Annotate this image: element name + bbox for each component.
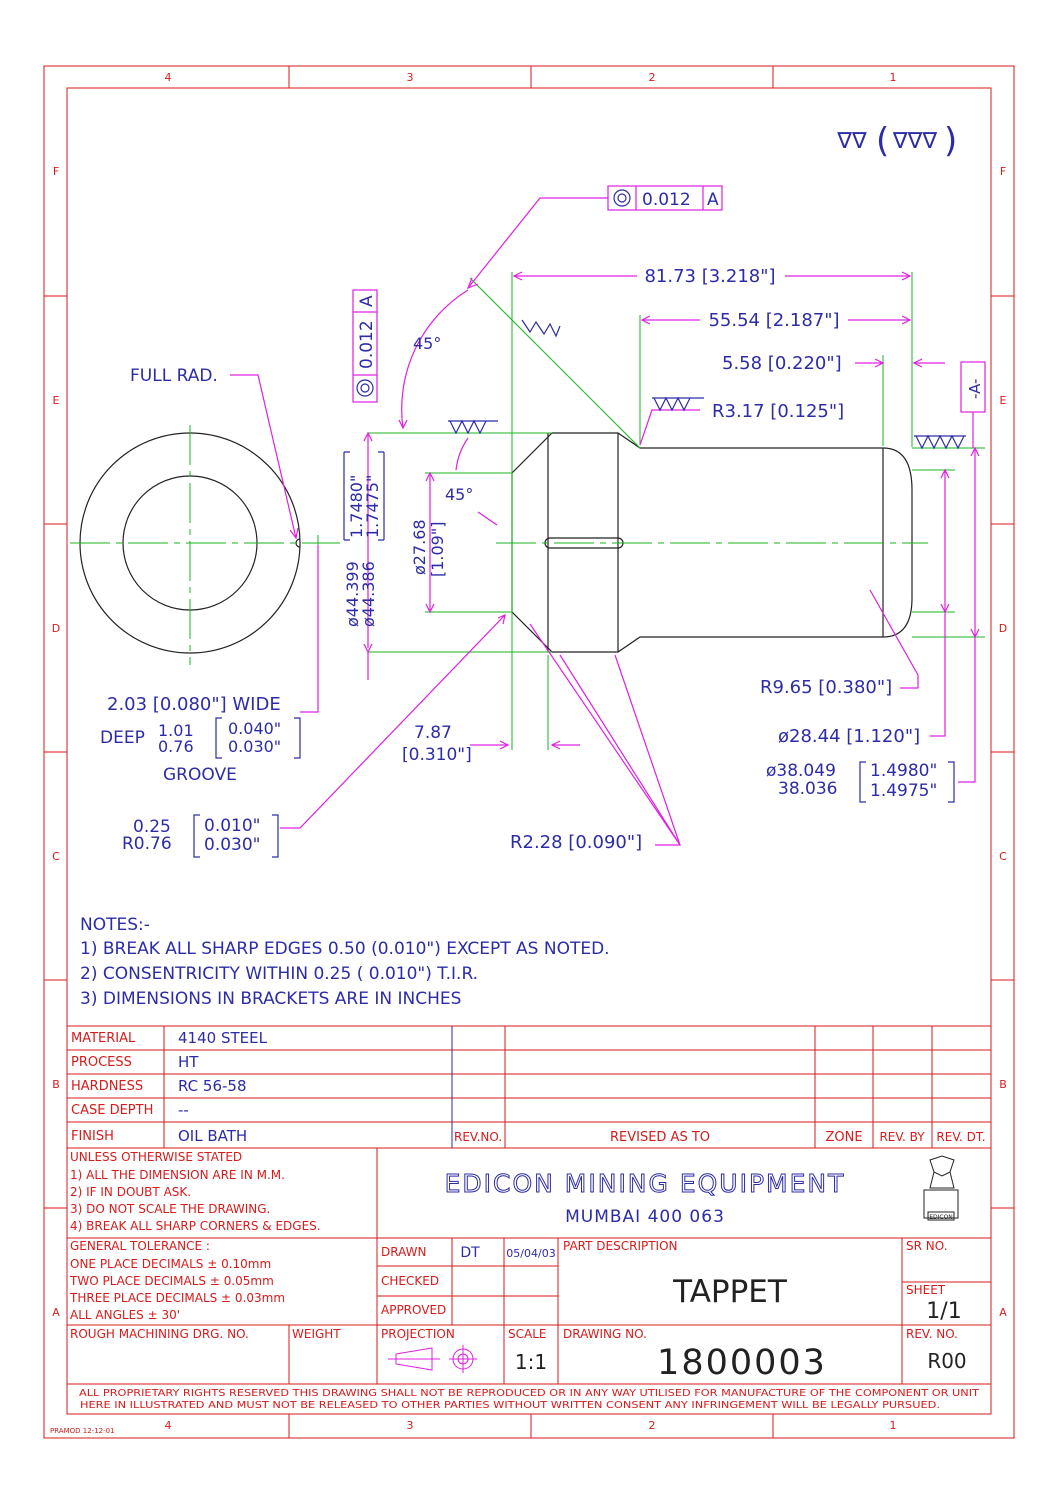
tolerance-two: TWO PLACE DECIMALS ± 0.05mm <box>70 1274 274 1288</box>
spec-value-process: HT <box>178 1053 199 1071</box>
zone-left-b: B <box>52 1078 60 1091</box>
surface-finish-left: ∇∇ <box>837 129 867 154</box>
sr-no-label: SR NO. <box>906 1239 948 1253</box>
tolerance-block <box>69 1239 285 1322</box>
note-2: 2) CONSENTRICITY WITHIN 0.25 ( 0.010") T.I.R. <box>80 964 479 984</box>
drawing-number-block <box>70 1327 967 1383</box>
disclaimer-line-2: HERE IN ILLUSTRATED AND MUST NOT BE RELEASED TO OTHER PARTIES WITHOUT WRITTEN CONSENT ANY INFRINGEMENT WILL BE LEGALLY PURSUED. <box>80 1400 940 1411</box>
notes <box>80 915 610 1009</box>
zone-right-d: D <box>998 622 1008 635</box>
zone-left-a: A <box>52 1306 60 1319</box>
zone-right-f: F <box>999 165 1007 178</box>
dim-head-length-b: [0.310"] <box>402 745 472 765</box>
company-logo <box>924 1156 958 1221</box>
spec-value-material: 4140 STEEL <box>178 1029 267 1047</box>
dim-head-dia-in-b: 1.7475" <box>363 474 382 538</box>
spec-table <box>71 1029 986 1145</box>
revised-as-header: REVISED AS TO <box>609 1130 711 1145</box>
dim-corner-radius: R2.28 [0.090"] <box>510 832 643 853</box>
unless-1: 1) ALL THE DIMENSION ARE IN M.M. <box>70 1168 285 1182</box>
dim-face-dia-in: [1.09"] <box>428 521 447 577</box>
dim-groove-deep-label: DEEP <box>100 728 145 748</box>
spec-label-process: PROCESS <box>71 1055 132 1070</box>
rev-no-header: REV.NO. <box>454 1130 503 1144</box>
spec-label-material: MATERIAL <box>71 1031 136 1046</box>
note-3: 3) DIMENSIONS IN BRACKETS ARE IN INCHES <box>80 989 462 1009</box>
dim-groove-deep-b: 0.76 <box>158 737 194 756</box>
tolerance-one: ONE PLACE DECIMALS ± 0.10mm <box>70 1257 272 1271</box>
dim-shank-dia2-in-b: 1.4975" <box>870 781 938 801</box>
unless-3: 3) DO NOT SCALE THE DRAWING. <box>70 1202 271 1216</box>
rough-drg-label: ROUGH MACHINING DRG. NO. <box>70 1327 249 1341</box>
drawn-label: DRAWN <box>381 1245 427 1259</box>
disclaimer-line-1: ALL PROPRIETARY RIGHTS RESERVED THIS DRAWING SHALL NOT BE REPRODUCED OR IN ANY WAY UTILISED FOR MANUFACTURE OF THE COMPONENT OR UNIT <box>79 1388 980 1399</box>
projection-symbol-icon <box>388 1345 477 1373</box>
spec-label-case-depth: CASE DEPTH <box>71 1103 154 1118</box>
dim-shank-dia2-b: 38.036 <box>778 779 838 799</box>
dim-angle-inner: 45° <box>445 485 474 504</box>
zone-left-d: D <box>51 622 61 635</box>
notes-title: NOTES:- <box>80 915 150 935</box>
sheet-number: 1/1 <box>926 1299 962 1324</box>
drawn-date: 05/04/03 <box>506 1247 556 1260</box>
dim-shank-length: 55.54 [2.187"] <box>708 310 840 331</box>
surface-finish-marks <box>448 320 966 448</box>
dimension-text <box>100 266 954 857</box>
fcf-top-datum: A <box>707 190 719 210</box>
fcf-left-datum: A <box>357 295 377 307</box>
zone-right-b: B <box>999 1078 1007 1091</box>
dim-groove-deep-a: 1.01 <box>158 721 194 740</box>
zone-top-2: 2 <box>648 71 656 84</box>
dim-groove-deep-in-b: 0.030" <box>228 737 282 756</box>
dim-full-rad: FULL RAD. <box>130 366 218 386</box>
drawing-no-label: DRAWING NO. <box>563 1327 647 1341</box>
fcf-left <box>353 290 377 402</box>
zone-right-c: C <box>999 850 1007 863</box>
tolerance-angles: ALL ANGLES ± 30' <box>70 1308 181 1322</box>
dim-shank-dia2-in-a: 1.4980" <box>870 761 938 781</box>
paren-close: ) <box>944 121 958 161</box>
dim-shank-dia: ø28.44 [1.120"] <box>778 726 921 747</box>
zone-bottom-1: 1 <box>889 1419 897 1432</box>
dim-edge-break-a: 0.25 <box>133 817 171 837</box>
logo-text: EDICON <box>929 1214 953 1221</box>
spec-label-hardness: HARDNESS <box>71 1079 144 1094</box>
rev-by-header: REV. BY <box>879 1130 925 1144</box>
dim-head-dia-b: ø44.386 <box>359 561 378 627</box>
footer-disclaimer <box>79 1388 980 1411</box>
fcf-top-value: 0.012 <box>642 190 691 210</box>
spec-value-case-depth: -- <box>178 1101 189 1119</box>
company-name: EDICON MINING EQUIPMENT <box>444 1169 846 1198</box>
dim-groove-label: GROOVE <box>163 765 237 785</box>
dim-overall-length: 81.73 [3.218"] <box>644 266 776 287</box>
author-stamp: PRAMOD 12-12-01 <box>50 1427 115 1435</box>
zone-bottom-2: 2 <box>648 1419 656 1432</box>
dim-head-length-a: 7.87 <box>414 723 452 743</box>
part-desc-label: PART DESCRIPTION <box>563 1239 678 1253</box>
zone-header: ZONE <box>825 1130 863 1145</box>
zone-left-c: C <box>52 850 60 863</box>
zone-top-3: 3 <box>406 71 414 84</box>
weight-label: WEIGHT <box>292 1327 341 1341</box>
part-name: TAPPET <box>673 1274 787 1310</box>
spec-label-finish: FINISH <box>71 1129 114 1144</box>
tolerance-title: GENERAL TOLERANCE : <box>70 1239 210 1253</box>
scale-value: 1:1 <box>514 1350 548 1374</box>
projection-label: PROJECTION <box>381 1327 455 1341</box>
company-city: MUMBAI 400 063 <box>565 1207 725 1227</box>
zone-top-4: 4 <box>164 71 172 84</box>
zone-bottom-4: 4 <box>164 1419 172 1432</box>
dim-shank-dia2-a: ø38.049 <box>766 761 836 781</box>
approval-block <box>381 1245 556 1317</box>
dim-edge-break-b: R0.76 <box>122 834 172 854</box>
zone-top-1: 1 <box>889 71 897 84</box>
dim-angle-top: 45° <box>413 334 442 353</box>
fcf-top <box>608 186 722 210</box>
drawing-number: 1800003 <box>657 1343 827 1383</box>
unless-4: 4) BREAK ALL SHARP CORNERS & EDGES. <box>70 1219 321 1233</box>
fcf-left-value: 0.012 <box>357 320 377 369</box>
spec-value-hardness: RC 56-58 <box>178 1077 247 1095</box>
datum-a-flag <box>961 362 985 448</box>
dim-groove-deep-in-a: 0.040" <box>228 719 282 738</box>
zone-bottom-3: 3 <box>406 1419 414 1432</box>
dim-edge-break-in-b: 0.030" <box>204 835 261 855</box>
zone-left-f: F <box>52 165 60 178</box>
rev-dt-header: REV. DT. <box>936 1130 986 1144</box>
approved-label: APPROVED <box>381 1303 447 1317</box>
rev-number: R00 <box>927 1349 967 1373</box>
datum-a-label: -A- <box>966 378 984 399</box>
dim-chamfer-length: 5.58 [0.220"] <box>722 353 842 374</box>
dim-face-dia: ø27.68 <box>410 519 429 575</box>
dim-fillet-radius: R3.17 [0.125"] <box>712 401 845 422</box>
paren-open: ( <box>876 121 890 161</box>
scale-label: SCALE <box>508 1327 547 1341</box>
drawn-by: DT <box>460 1245 480 1261</box>
unless-stated <box>70 1150 321 1233</box>
zone-left-e: E <box>52 394 60 407</box>
checked-label: CHECKED <box>381 1274 440 1288</box>
dim-head-dia-in-a: 1.7480" <box>347 474 366 538</box>
end-view <box>70 425 340 665</box>
zone-right-e: E <box>999 394 1007 407</box>
spec-value-finish: OIL BATH <box>178 1127 248 1145</box>
note-1: 1) BREAK ALL SHARP EDGES 0.50 (0.010") EXCEPT AS NOTED. <box>80 939 610 959</box>
unless-title: UNLESS OTHERWISE STATED <box>70 1150 243 1164</box>
dimension-lines <box>230 198 979 845</box>
unless-2: 2) IF IN DOUBT ASK. <box>70 1185 192 1199</box>
dim-groove-width: 2.03 [0.080"] WIDE <box>107 694 281 715</box>
sheet-label: SHEET <box>906 1283 946 1297</box>
company-block <box>445 1156 958 1227</box>
surface-finish-right: ∇∇∇ <box>892 129 938 154</box>
tolerance-three: THREE PLACE DECIMALS ± 0.03mm <box>70 1291 286 1305</box>
dim-head-dia-a: ø44.399 <box>343 561 362 627</box>
zone-right-a: A <box>999 1306 1007 1319</box>
dim-end-radius: R9.65 [0.380"] <box>760 677 893 698</box>
extension-lines <box>368 272 985 750</box>
surface-finish-symbol <box>836 121 957 161</box>
dim-edge-break-in-a: 0.010" <box>204 816 261 836</box>
rev-no-label: REV. NO. <box>906 1327 958 1341</box>
